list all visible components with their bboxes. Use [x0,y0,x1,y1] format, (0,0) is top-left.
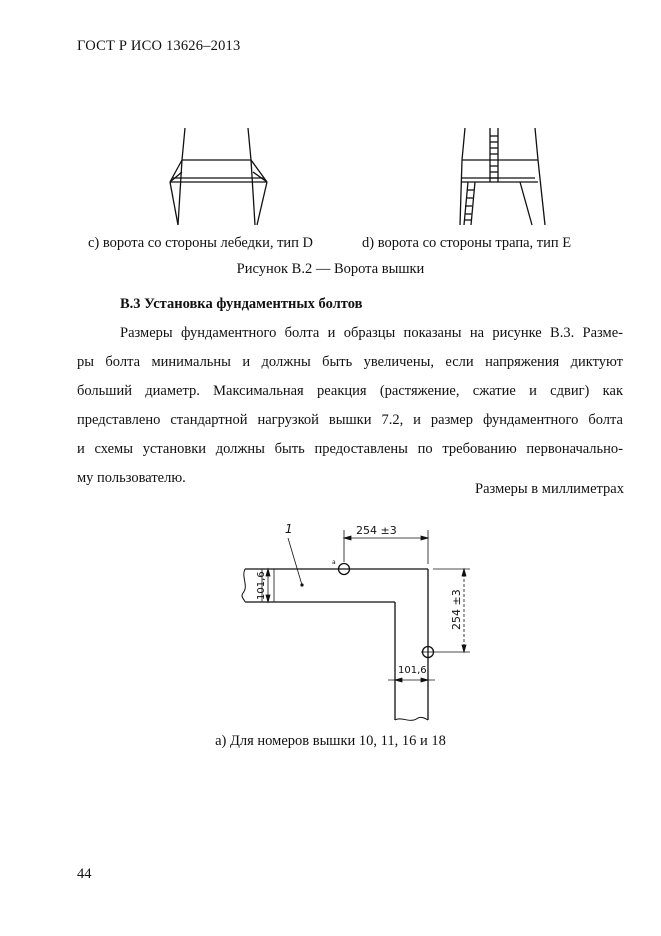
dimension-top-label: 254 ±3 [356,524,397,537]
callout-label: 1 [285,522,293,536]
paragraph-line: Размеры фундаментного болта и образцы показаны на рисунке В.3. Разме- [120,325,623,341]
callout-point [300,583,303,586]
dimension-right-label: 254 ±3 [450,589,463,630]
paragraph-line: ры болта минимальны и должны быть увеличены, если напряжения диктуют [77,354,623,370]
gate-type-d-drawing [170,128,267,225]
dimension-bottom-label: 101,6 [398,665,427,676]
gate-type-e-drawing [460,128,545,225]
caption-gate-type-e: d) ворота со стороны трапа, тип E [362,235,572,251]
paragraph-line: больший диаметр. Максимальная реакция (растяжение, сжатие и сдвиг) как [77,383,623,399]
page-number: 44 [77,866,92,882]
caption-bolt-layout: а) Для номеров вышки 10, 11, 16 и 18 [215,733,446,749]
derrick-gates-drawing [150,120,590,240]
break-line-left [242,569,245,602]
hole-mark-label: a [332,559,336,566]
paragraph-line: му пользователю. [77,470,186,486]
bolt-layout-drawing [230,520,480,725]
paragraph-line: и схемы установки должны быть предоставлены по требованию первоначально- [77,441,623,457]
caption-gate-type-d: c) ворота со стороны лебедки, тип D [88,235,314,251]
paragraph-line: представлено стандартной нагрузкой вышки 7.2, и размер фундаментного болта [77,412,623,428]
document-header: ГОСТ Р ИСО 13626–2013 [77,38,241,54]
section-paragraph [77,319,623,493]
units-note: Размеры в миллиметрах [475,481,624,497]
dimension-left-label: 101,6 [256,571,267,600]
figure-b2-title: Рисунок В.2 — Ворота вышки [236,261,425,277]
section-heading: В.3 Установка фундаментных болтов [120,296,363,312]
break-line-bottom [395,717,428,720]
